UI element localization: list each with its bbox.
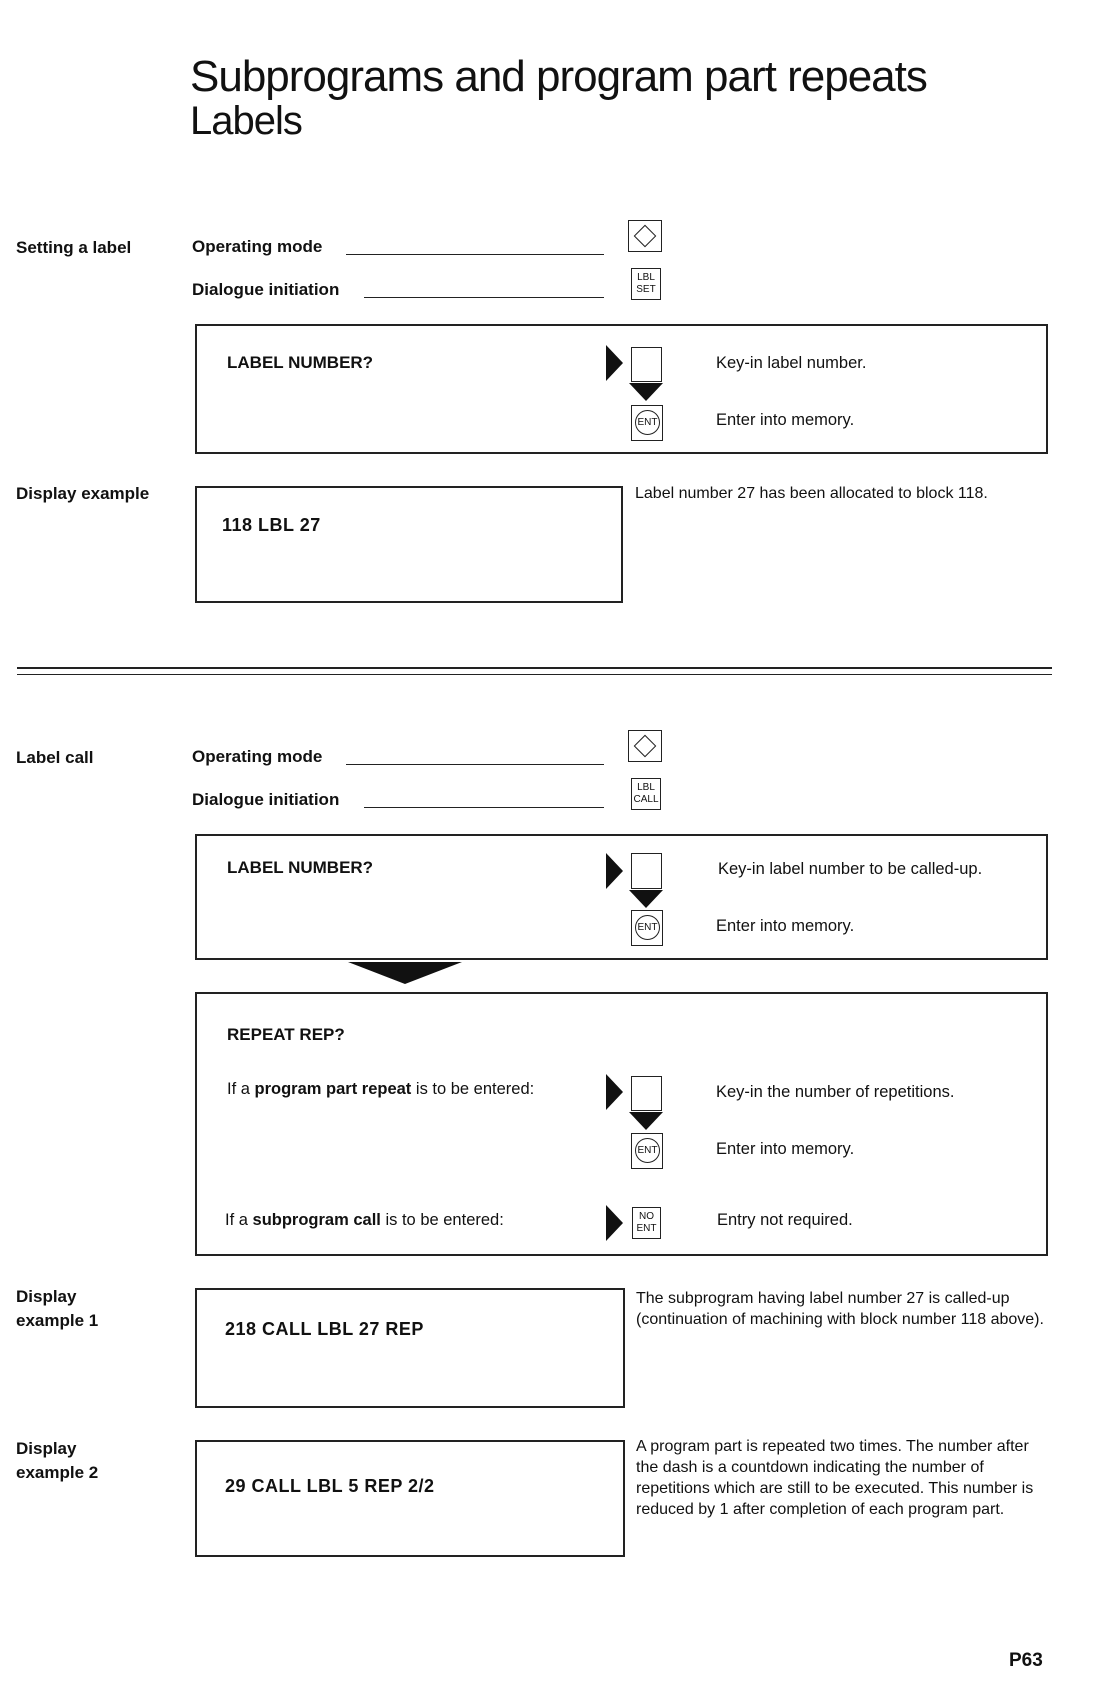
no-ent-key-icon: NO ENT (632, 1207, 661, 1239)
section-divider (17, 667, 1052, 669)
display-description: A program part is repeated two times. The number after the dash is a countdown indicating the number of repetitions which are still to be executed. This number is reduced by 1 after completion of each program part. (636, 1438, 1034, 1518)
down-arrow-icon (629, 890, 663, 908)
dialogue-initiation-label: Dialogue initiation (192, 790, 340, 809)
step-description: Key-in label number to be called-up. (718, 860, 983, 878)
right-arrow-icon (606, 1205, 623, 1241)
display-description: Label number 27 has been allocated to block 118. (635, 485, 988, 502)
right-arrow-icon (606, 853, 623, 889)
operating-mode-label: Operating mode (192, 237, 323, 256)
dialog-prompt: LABEL NUMBER? (227, 353, 374, 372)
step-description: Enter into memory. (716, 411, 855, 429)
down-arrow-icon (629, 1112, 663, 1130)
flow-arrow-icon (348, 962, 462, 984)
display-box (195, 486, 623, 603)
step-description: Entry not required. (717, 1211, 853, 1229)
number-key-icon (631, 347, 662, 382)
dialog-box-label-number (195, 834, 1048, 960)
leader-line (346, 254, 604, 255)
leader-line (346, 764, 604, 765)
display-text: 218 CALL LBL 27 REP (225, 1319, 424, 1339)
down-arrow-icon (629, 383, 663, 401)
case-program-part-repeat: If a program part repeat is to be entered: (227, 1080, 535, 1098)
programming-mode-key-icon (628, 730, 662, 762)
ent-key-icon: ENT (631, 405, 663, 441)
dialog-box-repeat (195, 992, 1048, 1256)
right-arrow-icon (606, 1074, 623, 1110)
section-label-label-call: Label call (16, 748, 94, 767)
page-number: P63 (1009, 1650, 1043, 1671)
display-box (195, 1288, 625, 1408)
right-arrow-icon (606, 345, 623, 381)
section-divider (17, 674, 1052, 675)
programming-mode-key-icon (628, 220, 662, 252)
step-description: Key-in label number. (716, 354, 867, 372)
dialog-prompt: LABEL NUMBER? (227, 858, 374, 877)
display-example-2-label: Display example 2 (16, 1439, 99, 1482)
lbl-call-key-icon: LBL CALL (631, 778, 661, 810)
leader-line (364, 807, 604, 808)
leader-line (364, 297, 604, 298)
case-subprogram-call: If a subprogram call is to be entered: (225, 1211, 504, 1229)
dialog-prompt: REPEAT REP? (227, 1025, 345, 1044)
display-description: The subprogram having label number 27 is called-up (continuation of machining with block number 118 above). (636, 1290, 1044, 1328)
number-key-icon (631, 853, 662, 889)
step-description: Key-in the number of repetitions. (716, 1083, 955, 1101)
lbl-set-key-icon: LBL SET (631, 268, 661, 300)
display-text: 118 LBL 27 (222, 515, 321, 535)
operating-mode-label: Operating mode (192, 747, 323, 766)
page-title: Subprograms and program part repeats (190, 52, 927, 101)
display-box (195, 1440, 625, 1557)
display-example-label: Display example (16, 484, 150, 503)
page-subtitle: Labels (190, 99, 302, 143)
dialog-box-label-number (195, 324, 1048, 454)
ent-key-icon: ENT (631, 1133, 663, 1169)
ent-key-icon: ENT (631, 910, 663, 946)
number-key-icon (631, 1076, 662, 1111)
step-description: Enter into memory. (716, 1140, 855, 1158)
dialogue-initiation-label: Dialogue initiation (192, 280, 340, 299)
section-label-setting-a-label: Setting a label (16, 238, 132, 257)
step-description: Enter into memory. (716, 917, 855, 935)
display-example-1-label: Display example 1 (16, 1287, 99, 1330)
display-text: 29 CALL LBL 5 REP 2/2 (225, 1476, 435, 1496)
